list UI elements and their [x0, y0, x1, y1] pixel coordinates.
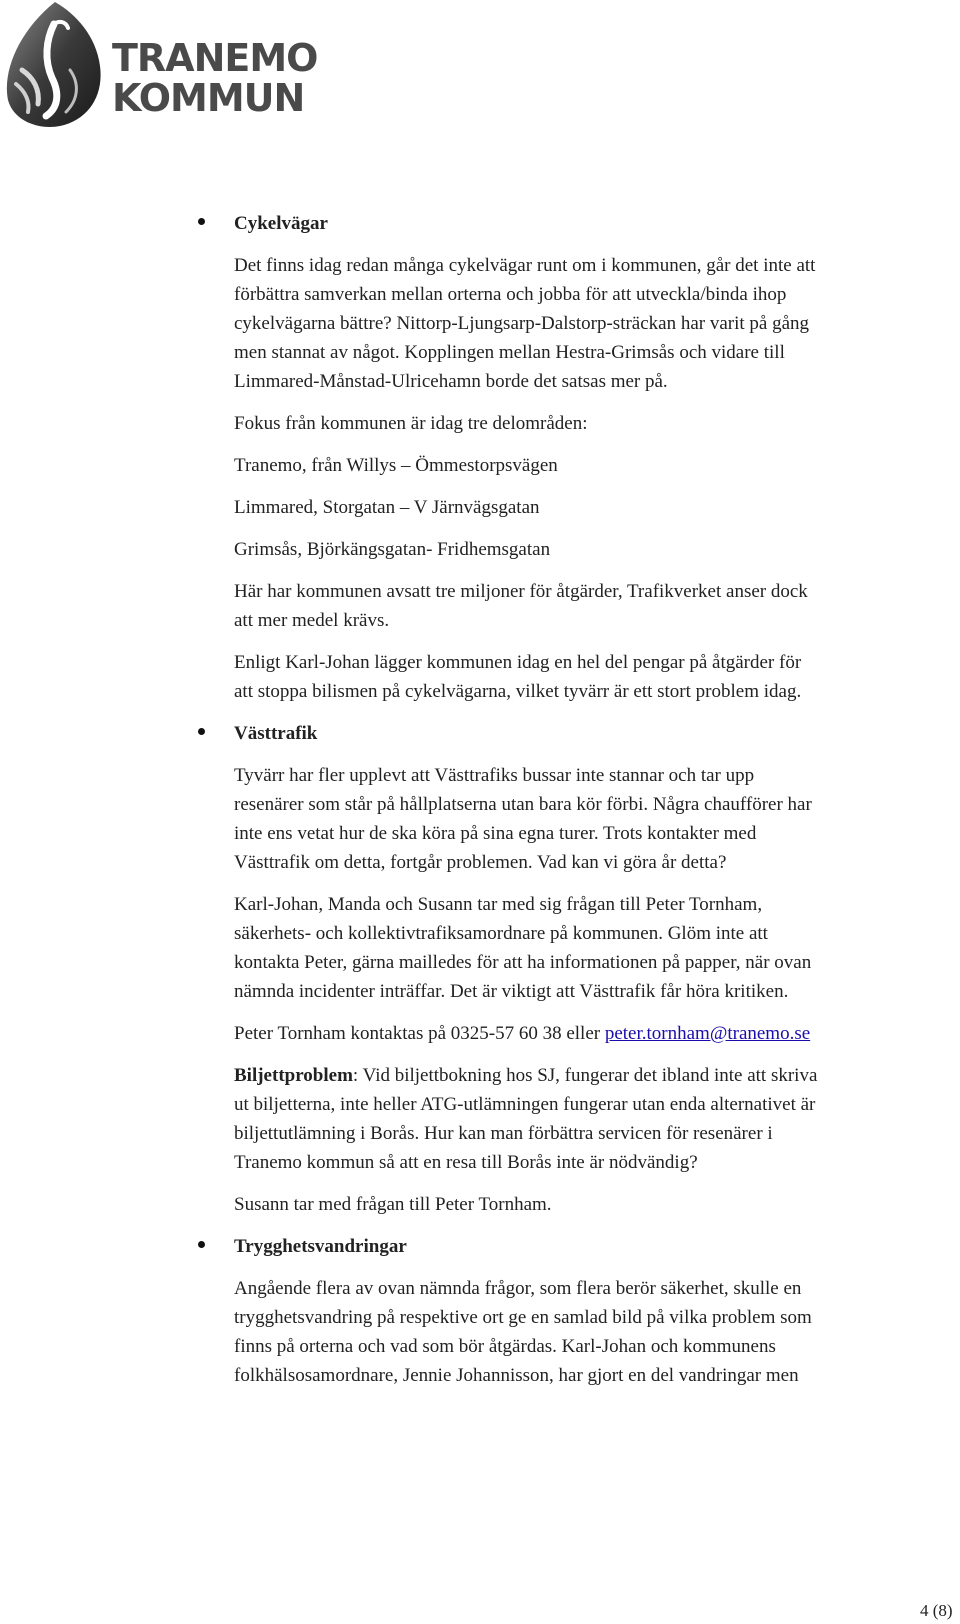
bullet-icon: [198, 1241, 205, 1248]
paragraph-line: nämnda incidenter inträffar. Det är viktigt att Västtrafik får höra kritiken.: [234, 981, 789, 1002]
paragraph-line: Angående flera av ovan nämnda frågor, som flera berör säkerhet, skulle en: [234, 1278, 802, 1299]
section-heading-trygghetsvandringar: Trygghetsvandringar: [234, 1236, 407, 1257]
page-number: 4 (8): [920, 1601, 953, 1620]
contact-text: Peter Tornham kontaktas på 0325-57 60 38 eller: [234, 1023, 605, 1044]
paragraph-line: resenärer som står på hållplatserna utan bara kör förbi. Några chaufförer har: [234, 794, 812, 815]
paragraph-line: Limmared-Månstad-Ulricehamn borde det satsas mer på.: [234, 371, 668, 392]
paragraph-line: finns på orterna och vad som bör åtgärdas. Karl-Johan och kommunens: [234, 1336, 776, 1357]
biljett-label: Biljettproblem: [234, 1065, 353, 1086]
paragraph-line: förbättra samverkan mellan orterna och jobba för att utveckla/binda ihop: [234, 284, 787, 305]
paragraph-line: kontakta Peter, gärna mailledes för att ha informationen på papper, när ovan: [234, 952, 812, 973]
paragraph-line: att mer medel krävs.: [234, 610, 390, 631]
paragraph-line: men stannat av något. Kopplingen mellan Hestra-Grimsås och vidare till: [234, 342, 785, 363]
logo-line-tranemo: TRANEMO: [112, 36, 318, 80]
paragraph-line: ut biljetterna, inte heller ATG-utlämningen fungerar utan enda alternativet är: [234, 1094, 816, 1115]
paragraph-line: att stoppa bilismen på cykelvägarna, vilket tyvärr är ett stort problem idag.: [234, 681, 802, 702]
paragraph-line: cykelvägarna bättre? Nittorp-Ljungsarp-Dalstorp-sträckan har varit på gång: [234, 313, 810, 334]
focus-intro: Fokus från kommunen är idag tre delområden:: [234, 413, 588, 434]
paragraph-line: säkerhets- och kollektivtrafiksamordnare på kommunen. Glöm inte att: [234, 923, 768, 944]
focus-area-grimsas: Grimsås, Björkängsgatan- Fridhemsgatan: [234, 539, 551, 560]
focus-area-tranemo: Tranemo, från Willys – Ömmestorpsvägen: [234, 455, 558, 476]
logo-wordmark: [112, 38, 317, 118]
biljett-text: : Vid biljettbokning hos SJ, fungerar det ibland inte att skriva: [352, 1065, 818, 1086]
paragraph-line: Karl-Johan, Manda och Susann tar med sig frågan till Peter Tornham,: [234, 894, 763, 915]
paragraph-line: Tyvärr har fler upplevt att Västtrafiks bussar inte stannar och tar upp: [234, 765, 755, 786]
paragraph-line: Västtrafik om detta, fortgår problemen. Vad kan vi göra år detta?: [234, 852, 727, 873]
email-link[interactable]: peter.tornham@tranemo.se: [604, 1023, 811, 1044]
paragraph-line: Enligt Karl-Johan lägger kommunen idag en hel del pengar på åtgärder för: [234, 652, 802, 673]
section-heading-cykelvagar: Cykelvägar: [234, 213, 328, 234]
bullet-icon: [198, 728, 205, 735]
paragraph-line: inte ens vetat hur de ska köra på sina egna turer. Trots kontakter med: [234, 823, 757, 844]
paragraph-line: Tranemo kommun så att en resa till Borås inte är nödvändig?: [234, 1152, 698, 1173]
crane-emblem-icon: [0, 0, 110, 130]
contact-line: [234, 1019, 810, 1048]
section-heading-vasttrafik: Västtrafik: [234, 723, 318, 744]
paragraph-line: folkhälsosamordnare, Jennie Johannisson, har gjort en del vandringar men: [234, 1365, 799, 1386]
susann-note: Susann tar med frågan till Peter Tornham.: [234, 1194, 552, 1215]
biljett-first-line: [234, 1061, 817, 1090]
bullet-icon: [198, 218, 205, 225]
paragraph-line: Här har kommunen avsatt tre miljoner för åtgärder, Trafikverket anser dock: [234, 581, 808, 602]
paragraph-line: biljettutlämning i Borås. Hur kan man förbättra servicen för resenärer i: [234, 1123, 773, 1144]
focus-area-limmared: Limmared, Storgatan – V Järnvägsgatan: [234, 497, 540, 518]
logo-line-kommun: KOMMUN: [112, 76, 305, 120]
paragraph-line: Det finns idag redan många cykelvägar runt om i kommunen, går det inte att: [234, 255, 816, 276]
paragraph-line: trygghetsvandring på respektive ort ge en samlad bild på vilka problem som: [234, 1307, 812, 1328]
tranemo-kommun-logo: [0, 0, 318, 135]
